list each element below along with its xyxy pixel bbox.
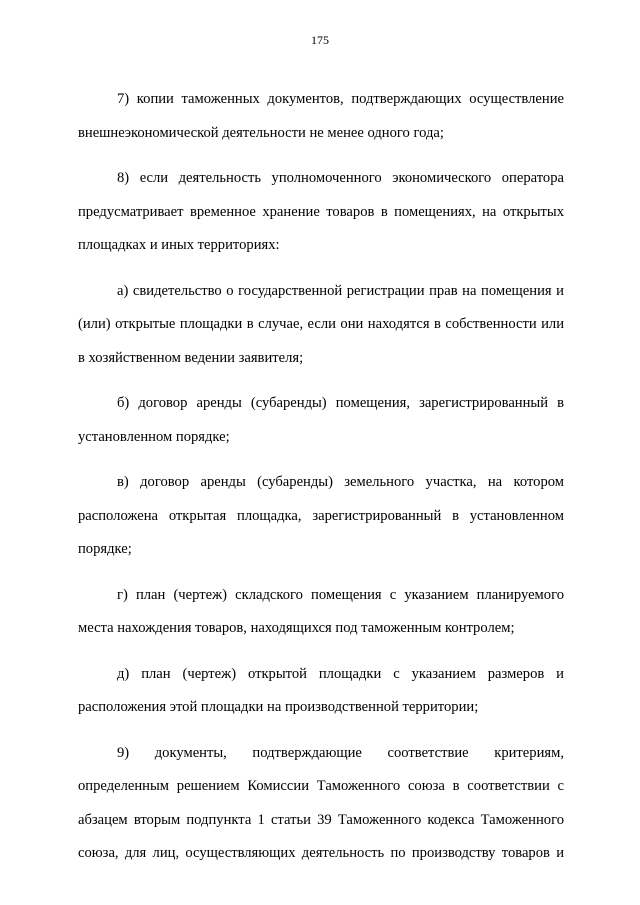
paragraph-8-temporary-storage: 8) если деятельность уполномоченного экономического оператора предусматривает временное хранение товаров в помещениях, на открытых площадках и иных территориях: xyxy=(78,170,564,253)
paragraph-8d-open-area-plan: д) план (чертеж) открытой площадки с указанием размеров и расположения этой площадки на производственной территории; xyxy=(78,665,564,715)
page-number: 175 xyxy=(311,33,329,47)
paragraph-8v-land-lease: в) договор аренды (субаренды) земельного участка, на котором расположена открытая площадка, зарегистрированный в установленном порядке; xyxy=(78,474,564,557)
paragraph-8a-registration-certificate: а) свидетельство о государственной регистрации прав на помещения и (или) открытые площадки в случае, если они находятся в собственности или в хозяйственном ведении заявителя; xyxy=(78,282,564,366)
document-body xyxy=(78,83,564,883)
paragraph-7-customs-documents: 7) копии таможенных документов, подтверждающих осуществление внешнеэкономической деятельности не менее одного года; xyxy=(78,91,564,141)
paragraph-8g-warehouse-plan: г) план (чертеж) складского помещения с указанием планируемого места нахождения товаров, находящихся под таможенным контролем; xyxy=(78,586,564,636)
paragraph-8b-premises-lease: б) договор аренды (субаренды) помещения, зарегистрированный в установленном порядке; xyxy=(78,395,564,445)
paragraph-9-criteria-documents: 9) документы, подтверждающие соответствие критериям, определенным решением Комиссии Таможенного союза в соответствии с абзацем вторым подпункта 1 статьи 39 Таможенного кодекса Таможенного союза, для лиц, осуществляющих деятельность по производству товаров и xyxy=(78,744,564,861)
